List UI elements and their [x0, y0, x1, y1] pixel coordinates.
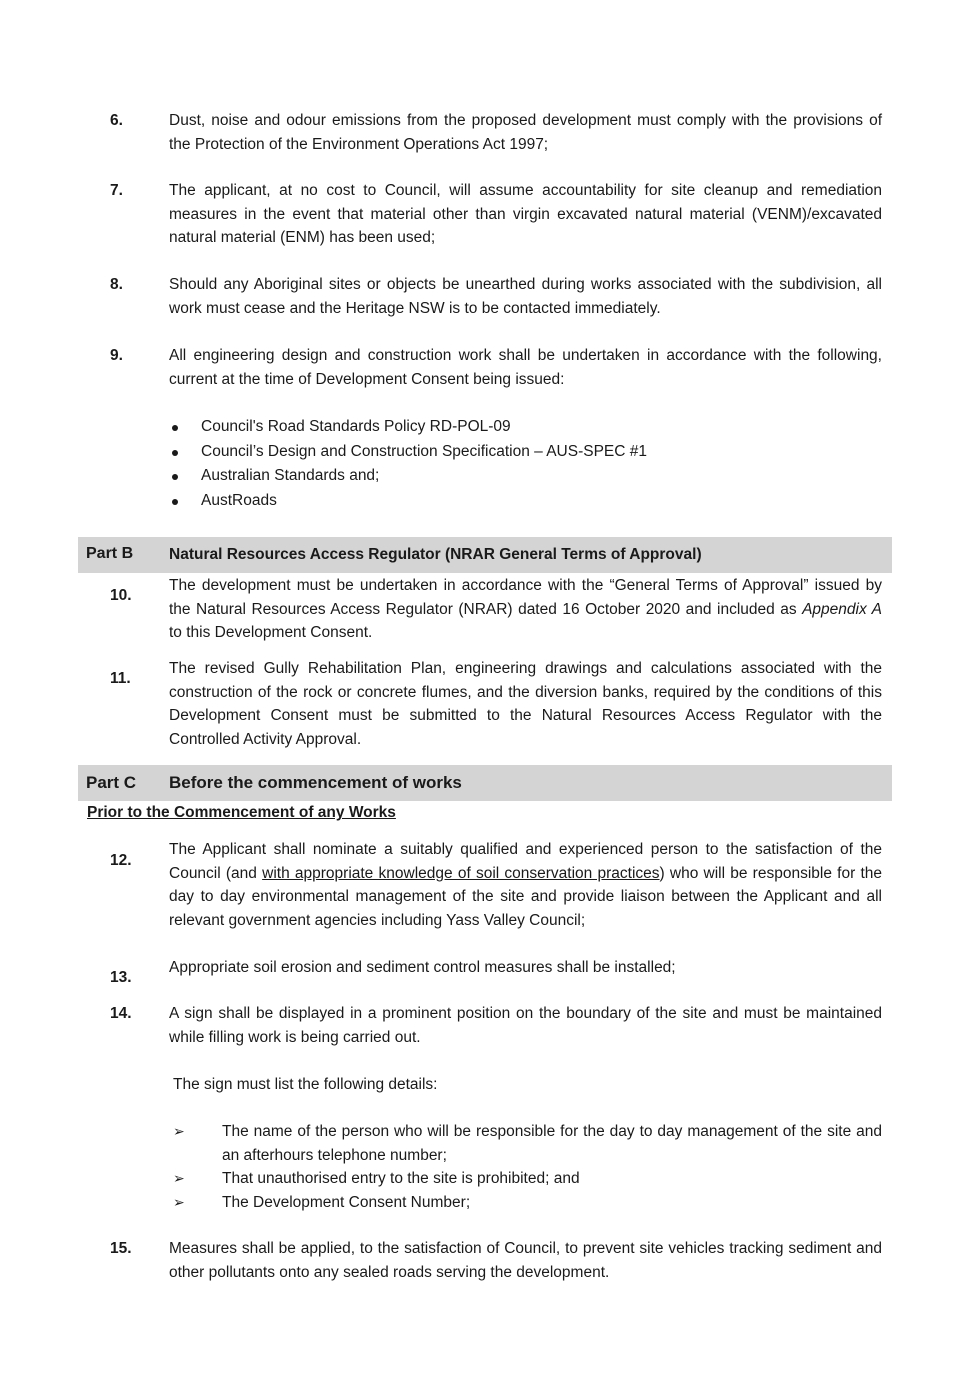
part-b-header	[78, 537, 892, 573]
sign-details-intro: The sign must list the following details:	[173, 1076, 438, 1093]
part-c-header	[78, 765, 892, 801]
condition-12-number: 12.	[110, 852, 132, 869]
condition-11-text: The revised Gully Rehabilitation Plan, engineering drawings and calculations associated with the construction of the rock or concrete flumes, and the diversion banks, required by the conditions of this Development Consent must be submitted to the Natural Resources Access Regulator with the Controlled Activity Approval.	[169, 660, 882, 748]
condition-15-text: Measures shall be applied, to the satisfaction of Council, to prevent site vehicles tracking sediment and other pollutants onto any sealed roads serving the development.	[169, 1240, 882, 1281]
bullet-dot-icon	[172, 425, 178, 431]
condition-14-number: 14.	[110, 1005, 132, 1022]
bullet-dot-icon	[172, 474, 178, 480]
condition-9-number: 9.	[110, 347, 123, 364]
part-c-label: Part C	[86, 773, 137, 792]
part-b-label: Part B	[86, 545, 134, 562]
list-item: AustRoads	[169, 489, 882, 514]
condition-12-text: The Applicant shall nominate a suitably qualified and experienced person to the satisfaction of the Council (and with appropriate knowledge of soil conservation practices) who will be responsible for the day to day environmental management of the site and provide liaison between the Applicant and all relevant government agencies including Yass Valley Council;	[169, 841, 882, 929]
bullet-dot-icon	[172, 499, 178, 505]
condition-7-text: The applicant, at no cost to Council, will assume accountability for site cleanup and remediation measures in the event that material other than virgin excavated natural material (VENM)/excavated natural material (ENM) has been used;	[169, 182, 882, 246]
arrow-bullet-icon: ➢	[173, 1123, 185, 1139]
condition-8-text: Should any Aboriginal sites or objects be unearthed during works associated with the subdivision, all work must cease and the Heritage NSW is to be contacted immediately.	[169, 276, 882, 317]
condition-10-number: 10.	[110, 587, 132, 604]
list-item: ➢ The name of the person who will be responsible for the day to day management of the site and an afterhours telephone number;	[169, 1120, 882, 1167]
condition-14-text: A sign shall be displayed in a prominent position on the boundary of the site and must be maintained while filling work is being carried out.	[169, 1005, 882, 1046]
sign-details-list	[169, 1120, 882, 1214]
list-item: Council's Road Standards Policy RD-POL-09	[169, 415, 882, 440]
condition-10-text: The development must be undertaken in accordance with the “General Terms of Approval” issued by the Natural Resources Access Regulator (NRAR) dated 16 October 2020 and included as Appendix A to this Development Consent.	[169, 577, 882, 641]
condition-13-number: 13.	[110, 969, 132, 986]
condition-6-text: Dust, noise and odour emissions from the proposed development must comply with the provisions of the Protection of the Environment Operations Act 1997;	[169, 112, 882, 153]
list-item: Council’s Design and Construction Specification – AUS-SPEC #1	[169, 440, 882, 465]
list-item: ➢ The Development Consent Number;	[169, 1191, 882, 1215]
condition-11-number: 11.	[110, 670, 131, 687]
bullet-dot-icon	[172, 450, 178, 456]
underlined-phrase: with appropriate knowledge of soil conservation practices	[262, 864, 660, 882]
condition-15-number: 15.	[110, 1240, 132, 1257]
list-item: Australian Standards and;	[169, 464, 882, 489]
list-item: ➢ That unauthorised entry to the site is prohibited; and	[169, 1167, 882, 1191]
arrow-bullet-icon: ➢	[173, 1170, 185, 1186]
condition-6-number: 6.	[110, 112, 123, 129]
part-b-title: Natural Resources Access Regulator (NRAR General Terms of Approval)	[169, 546, 702, 563]
appendix-reference: Appendix A	[802, 600, 882, 618]
arrow-bullet-icon: ➢	[173, 1193, 185, 1210]
condition-9-bullet-list	[169, 415, 882, 514]
condition-9-text: All engineering design and construction work shall be undertaken in accordance with the following, current at the time of Development Consent being issued:	[169, 347, 882, 388]
part-c-title: Before the commencement of works	[169, 773, 462, 792]
part-c-subheading: Prior to the Commencement of any Works	[87, 804, 396, 821]
condition-8-number: 8.	[110, 276, 123, 293]
condition-13-text: Appropriate soil erosion and sediment control measures shall be installed;	[169, 959, 676, 976]
condition-7-number: 7.	[110, 182, 123, 199]
